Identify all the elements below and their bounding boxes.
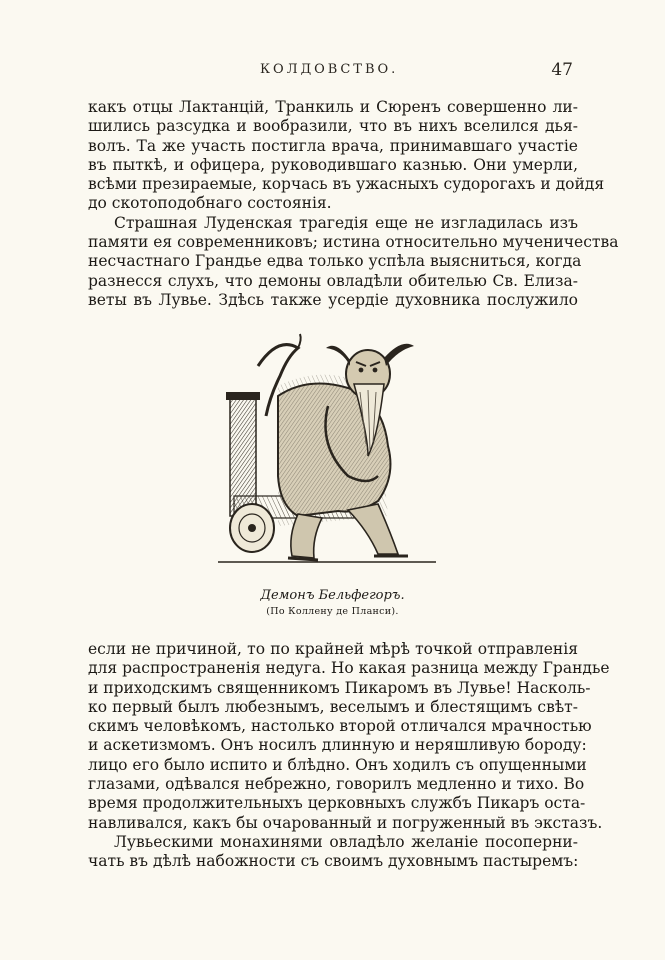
- text-line: въ пыткѣ, и офицера, руководившаго казнью. Они умерли,: [88, 155, 578, 174]
- text-line: до скотоподобнаго состоянія.: [88, 194, 332, 213]
- figure-caption-title: Демонъ Бельфегоръ.: [260, 588, 405, 603]
- running-head-title: КОЛДОВСТВО.: [260, 62, 399, 77]
- text-line: скимъ человѣкомъ, настолько второй отличался мрачностью: [88, 717, 592, 736]
- text-line: и аскетизмомъ. Онъ носилъ длинную и неряшливую бороду:: [88, 736, 587, 755]
- text-line: ко первый былъ любезнымъ, веселымъ и блестящимъ свѣт-: [88, 697, 578, 716]
- text-line: Лувьескими монахинями овладѣло желаніе посоперни-: [114, 832, 578, 851]
- text-line: шились разсудка и вообразили, что въ нихъ вселился дья-: [88, 117, 578, 136]
- text-line: время продолжительныхъ церковныхъ службъ Пикаръ оста-: [88, 794, 586, 813]
- page-number: 47: [551, 60, 573, 80]
- text-line: и приходскимъ священникомъ Пикаромъ въ Лувье! Насколь-: [88, 678, 591, 697]
- text-line: всѣми презираемые, корчась въ ужасныхъ судорогахъ и дойдя: [88, 175, 605, 194]
- text-line: несчастнаго Грандье едва только успѣла выясниться, когда: [88, 252, 582, 271]
- text-line: волъ. Та же участь постигла врача, принимавшаго участіе: [88, 136, 578, 155]
- text-line: разнесся слухъ, что демоны овладѣли обителью Св. Елиза-: [88, 271, 578, 290]
- text-line: памяти ея современниковъ; истина относительно мученичества: [88, 233, 619, 252]
- engraving-illustration: [218, 326, 436, 568]
- text-line: лицо его было испито и блѣдно. Онъ ходилъ съ опущенными: [88, 755, 587, 774]
- text-line: Страшная Луденская трагедія еще не изгладилась изъ: [114, 213, 578, 232]
- text-line: какъ отцы Лактанцій, Транкиль и Сюренъ совершенно ли-: [88, 98, 578, 116]
- text-line: навливался, какъ бы очарованный и погруженный въ экстазъ.: [88, 813, 603, 832]
- text-line: глазами, одѣвался небрежно, говорилъ медленно и тихо. Во: [88, 775, 585, 794]
- demon-engraving-image: [218, 326, 436, 568]
- figure-caption-source: (По Коллену де Планси).: [266, 606, 399, 617]
- text-block-bottom: [88, 640, 610, 872]
- text-line: для распространенія недуга. Но какая разница между Грандье: [88, 659, 610, 678]
- text-line: если не причиной, то по крайней мѣрѣ точкой отправленія: [88, 640, 578, 658]
- text-line: чать въ дѣлѣ набожности съ своимъ духовнымъ пастыремъ:: [88, 852, 579, 871]
- text-block-top: [88, 98, 619, 310]
- text-line: веты въ Лувье. Здѣсь также усердіе духовника послужило: [88, 290, 578, 309]
